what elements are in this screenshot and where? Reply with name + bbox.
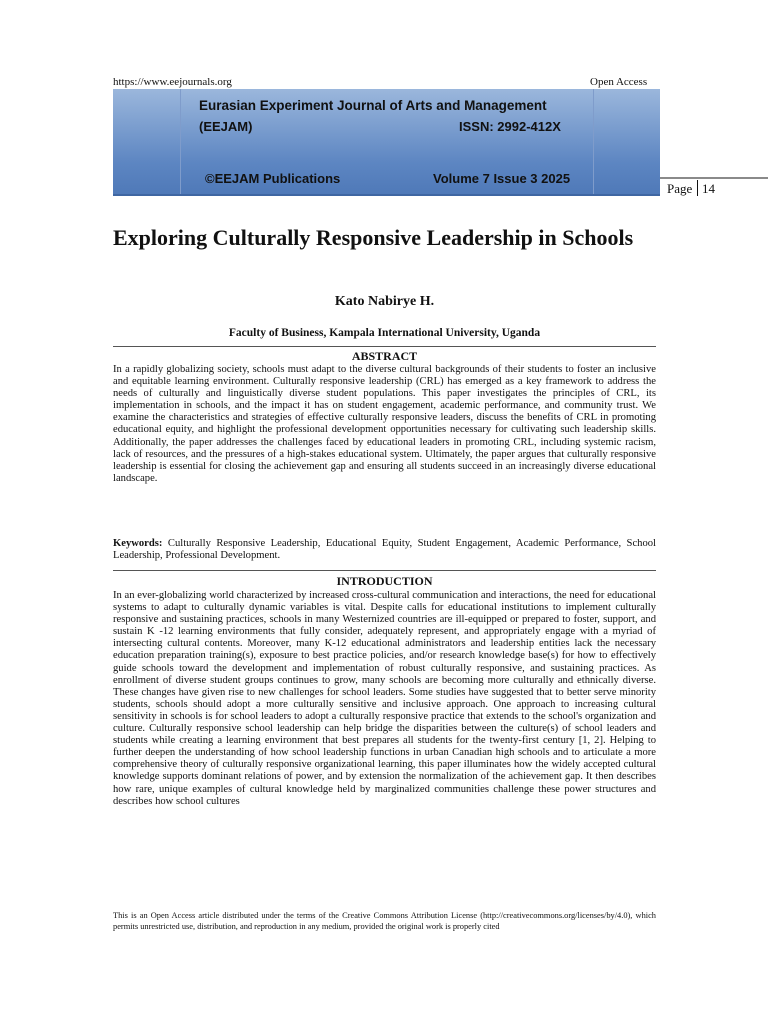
author-affiliation: Faculty of Business, Kampala International University, Uganda: [228, 327, 541, 339]
page-label: Page: [667, 181, 693, 196]
open-access-label: Open Access: [590, 76, 648, 88]
page-number: 14: [702, 181, 715, 196]
license-notice: This is an Open Access article distributed under the terms of the Creative Commons Attribution License (http://creativecommons.org/licenses/by/4.0), which permits unrestricted use, distribution, and reproduction in any medium, provided the original work is properly cited: [113, 911, 656, 931]
introduction-heading: INTRODUCTION: [336, 574, 433, 588]
page-number-separator: [697, 180, 698, 196]
journal-title: Eurasian Experiment Journal of Arts and Management: [199, 98, 547, 113]
header-divider-left: [180, 89, 181, 194]
journal-url[interactable]: https://www.eejournals.org: [113, 76, 232, 88]
introduction-text: In an ever-globalizing world characterized by increased cross-cultural communication and interactions, the need for educational systems to adapt to culturally dynamic variables is vital. Despite calls for educational institutions to implement culturally responsive and sustaining practices, schools in many Westernized countries are ill-equipped or prepared to foster, support, and sustain K -12 learning environments that fully consider, adequately represent, and appropriately engage with a myriad of intersecting cultural contents. Moreover, many K-12 educational administrators and leadership entities lack the necessary education preparation training(s), exposure to best practice policies, and/or research knowledge base(s) for how to effectively guide schools toward the development and implementation of robust culturally responsive, and sustaining practices. As enrollment of diverse student groups continues to grow, many schools are becoming more culturally and ethnically diverse. These changes have given rise to new challenges for school leaders. Some studies have suggested that to better serve minority students, schools should adopt a more culturally sensitive and inclusive approach. One approach to increasing cultural sensitivity in schools is for school leaders to adopt a culturally responsive practice that extends to the school's organization and culture. Culturally responsive school leadership can help bridge the disparities between the culture(s) of school leaders and students while creating a learning environment that best prepares all students for the twenty-first century [1, 2]. Helping to further deepen the understanding of how school leadership functions in urban Canadian high schools and to articulate a more comprehensive theory of culturally responsive organizational learning, this paper illuminates how the widely accepted cultural knowledge supports dominant relations of power, and by extension the normalization of the achievement gap. It then describes how rare, unique examples of cultural knowledge held by marginalized communities challenge these power structures and describes how school cultures: [113, 590, 656, 807]
abstract-top-rule: [113, 346, 656, 347]
article-author: Kato Nabirye H.: [334, 294, 435, 309]
abstract-text: In a rapidly globalizing society, schools must adapt to the diverse cultural backgrounds of their students to foster an inclusive and equitable learning environment. Culturally responsive leadership (CRL) has emerged as a key framework to address the needs of culturally and linguistically diverse student populations. This paper investigates the principles of CRL, its implementation in schools, and the impact it has on student engagement, academic performance, and community trust. We examine the characteristics and strategies of effective culturally responsive leaders, discuss the benefits of CRL in promoting educational equity, and highlight the professional development opportunities necessary for cultivating such leadership skills. Additionally, the paper addresses the challenges faced by educational leaders in promoting CRL, including systemic racism, lack of resources, and the pressures of a high-stakes educational system. Ultimately, the paper argues that culturally responsive leadership is essential for closing the achievement gap and ensuring all students succeed in an increasingly diverse educational landscape.: [113, 364, 656, 484]
keywords-paragraph: [113, 538, 656, 562]
introduction-top-rule: [113, 570, 656, 571]
abstract-heading: ABSTRACT: [351, 349, 418, 363]
keywords-list: Culturally Responsive Leadership, Educational Equity, Student Engagement, Academic Performance, School Leadership, Professional Development.: [113, 538, 656, 562]
journal-abbreviation: (EEJAM): [199, 119, 253, 134]
keywords-label: Keywords:: [113, 538, 163, 549]
page-number-rule: [660, 177, 768, 179]
header-divider-right: [593, 89, 594, 194]
journal-issn: ISSN: 2992-412X: [459, 119, 561, 134]
article-title: Exploring Culturally Responsive Leadership in Schools: [113, 225, 634, 250]
volume-issue-label: Volume 7 Issue 3 2025: [433, 171, 571, 186]
publisher-label: ©EEJAM Publications: [205, 171, 341, 186]
